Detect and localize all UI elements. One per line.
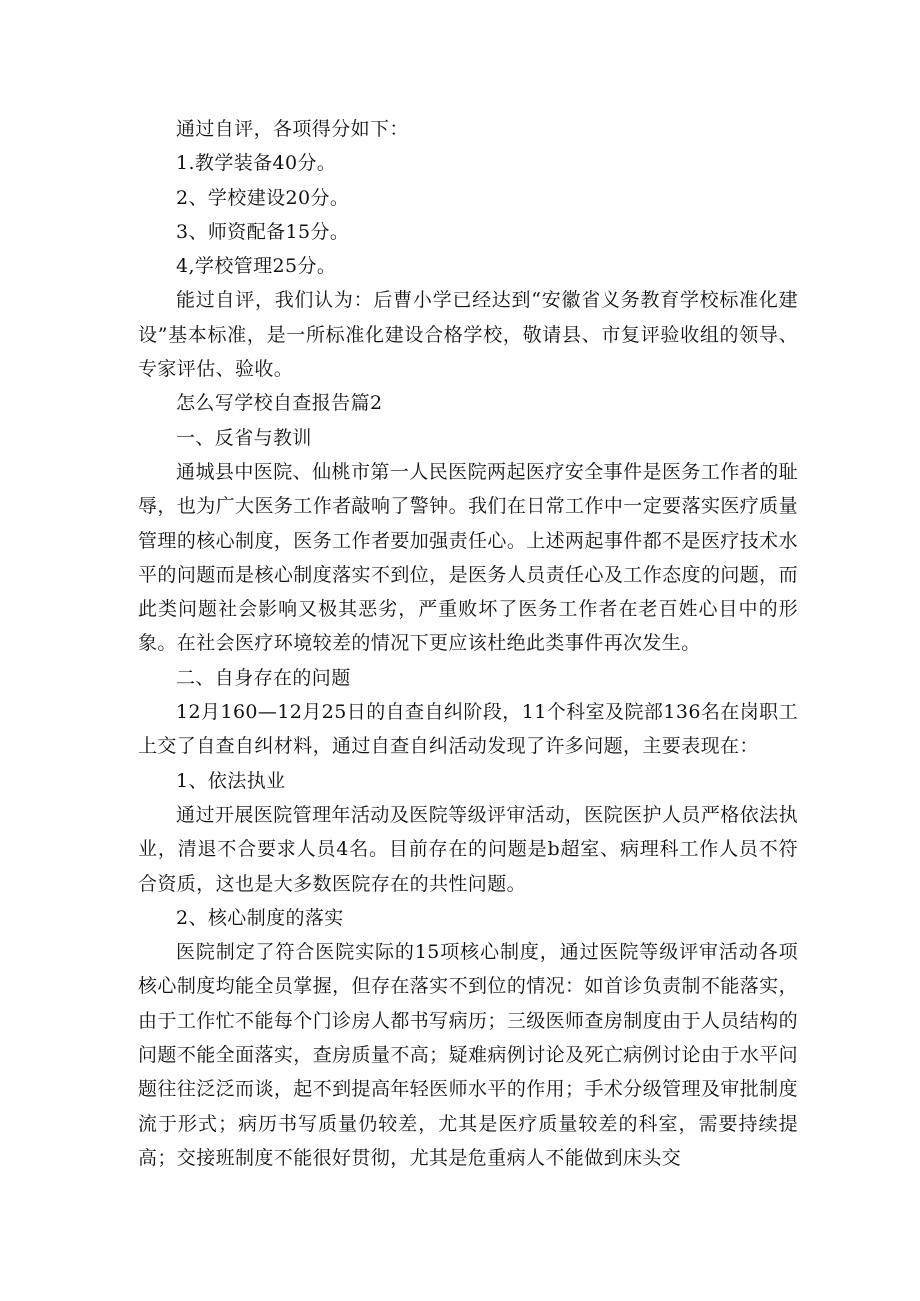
score-item-1: 1.教学装备40分。 (176, 152, 337, 175)
conclusion-paragraph: 能过自评，我们认为：后曹小学已经达到“安徽省义务教育学校标准化建设”基本标准，是一所标准化建设合格学校，敬请县、市复评验收组的领导、专家评估、验收。 (138, 289, 798, 381)
reflection-paragraph: 通城县中医院、仙桃市第一人民医院两起医疗安全事件是医务工作者的耻辱，也为广大医务工作者敲响了警钟。我们在日常工作中一定要落实医疗质量管理的核心制度，医务工作者要加强责任心。上述两起事件都不是医疗技术水平的问题而是核心制度落实不到位，是医务人员责任心及工作态度的问题，而此类问题社会影响又极其恶劣，严重败坏了医务工作者在老百姓心目中的形象。在社会医疗环境较差的情况下更应该杜绝此类事件再次发生。 (138, 460, 798, 655)
heading-problems: 二、自身存在的问题 (176, 666, 351, 689)
heading-legal-practice: 1、依法执业 (176, 769, 286, 792)
score-item-4: 4,学校管理25分。 (176, 255, 337, 278)
heading-core-system: 2、核心制度的落实 (176, 906, 344, 929)
core-system-paragraph: 医院制定了符合医院实际的15项核心制度，通过医院等级评审活动各项核心制度均能全员掌握，但存在落实不到位的情况：如首诊负责制不能落实，由于工作忙不能每个门诊房人都书写病历；三级医师查房制度由于人员结构的问题不能全面落实，查房质量不高；疑难病例讨论及死亡病例讨论由于水平问题往往泛泛而谈，起不到提高年轻医师水平的作用；手术分级管理及审批制度流于形式；病历书写质量仍较差，尤其是医疗质量较差的科室，需要持续提高；交接班制度不能很好贯彻，尤其是危重病人不能做到床头交 (138, 941, 798, 1169)
section-title: 怎么写学校自查报告篇2 (176, 392, 383, 415)
problems-paragraph: 12月160—12月25日的自查自纠阶段，11个科室及院部136名在岗职工上交了自查自纠材料，通过自查自纠活动发现了许多问题，主要表现在： (138, 701, 798, 758)
intro-line: 通过自评，各项得分如下： (176, 118, 409, 140)
score-item-3: 3、师资配备15分。 (176, 220, 350, 243)
document-body (138, 112, 798, 1175)
heading-reflection: 一、反省与教训 (176, 426, 312, 449)
score-item-2: 2、学校建设20分。 (176, 186, 350, 209)
legal-practice-paragraph: 通过开展医院管理年活动及医院等级评审活动，医院医护人员严格依法执业，清退不合要求人员4名。目前存在的问题是b超室、病理科工作人员不符合资质，这也是大多数医院存在的共性问题。 (138, 803, 798, 895)
